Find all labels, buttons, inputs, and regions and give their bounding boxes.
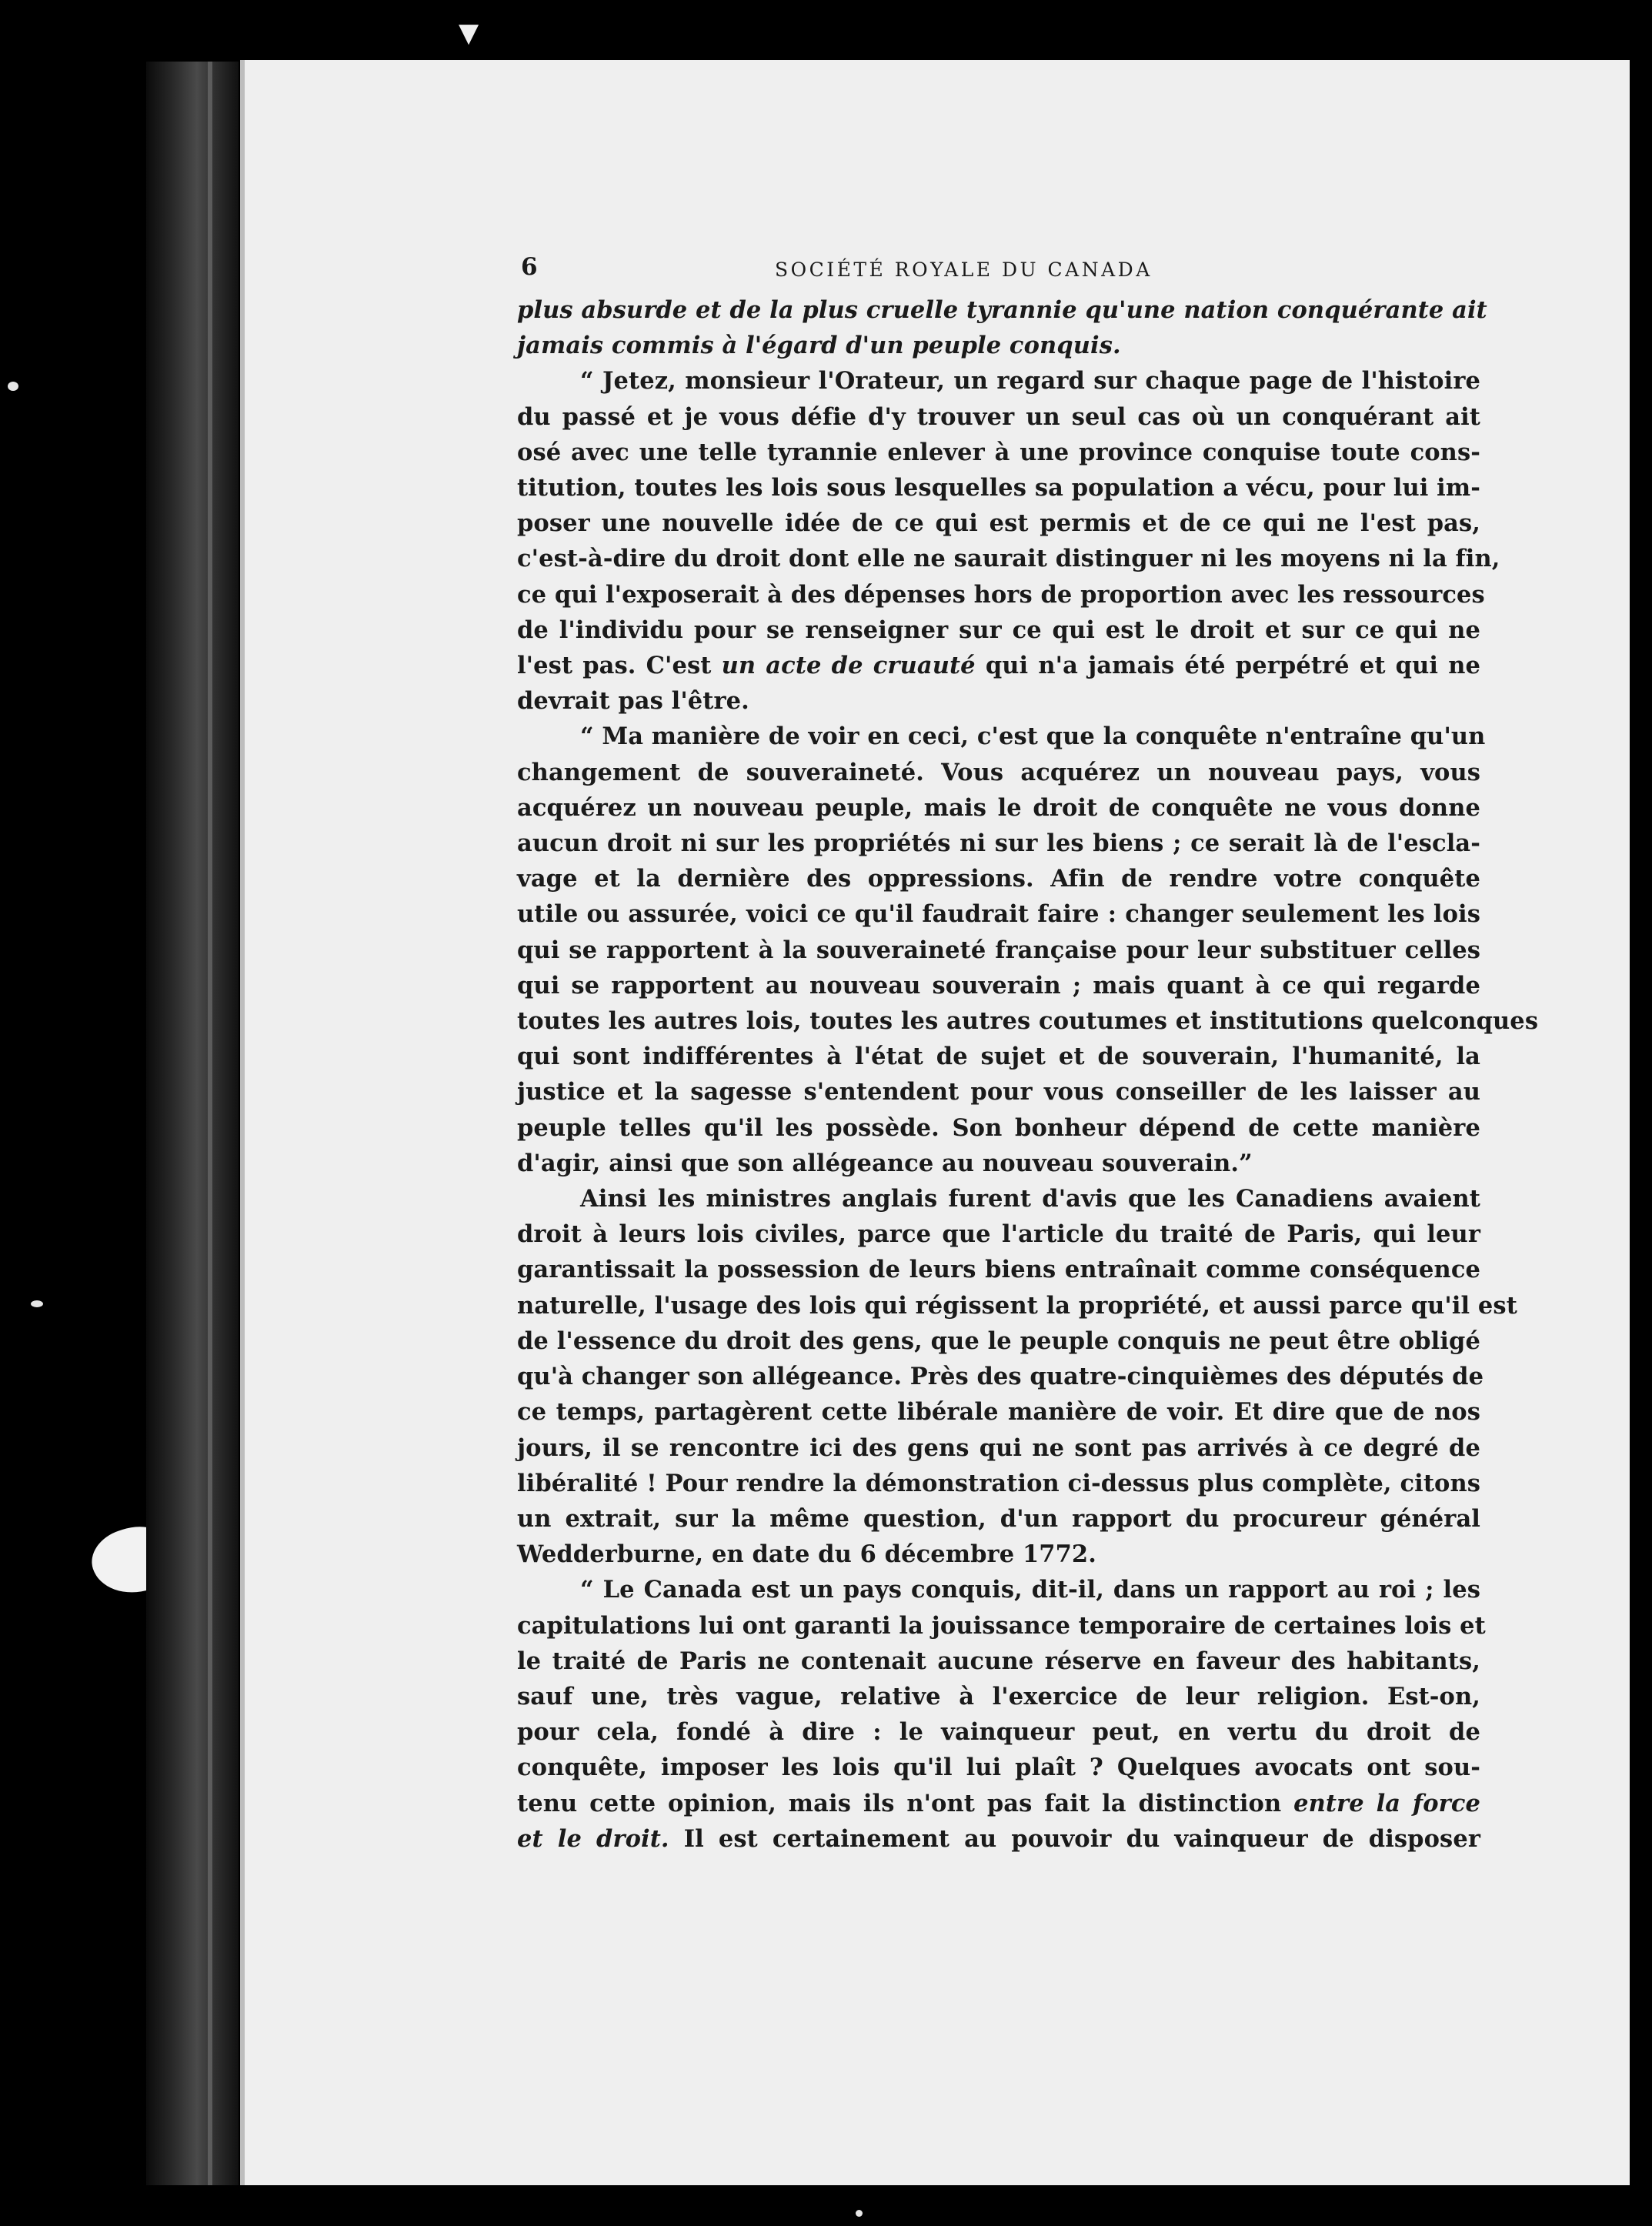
text-line: sauf une, très vague, relative à l'exercice de leur religion. Est-on, (517, 1682, 1480, 1710)
text-line: c'est-à-dire du droit dont elle ne saurait distinguer ni les moyens ni la fin, (517, 545, 1500, 573)
text-line: libéralité ! Pour rendre la démonstration ci-dessus plus complète, citons (517, 1469, 1480, 1497)
book-spine (146, 62, 239, 2185)
italic-phrase: entre la force (1293, 1789, 1480, 1817)
text-line: devrait pas l'être. (517, 687, 749, 716)
page-text-block (517, 246, 1539, 1857)
text-line: titution, toutes les lois sous lesquelles sa population a vécu, pour lui im- (517, 474, 1480, 502)
text-line: Wedderburne, en date du 6 décembre 1772. (517, 1540, 1096, 1569)
text-line: droit à leurs lois civiles, parce que l'article du traité de Paris, qui leur (517, 1220, 1480, 1249)
text-line: poser une nouvelle idée de ce qui est permis et de ce qui ne l'est pas, (517, 509, 1480, 538)
text-line: “ Le Canada est un pays conquis, dit-il, dans un rapport au roi ; les (580, 1576, 1480, 1604)
text-line: l'est pas. C'est un acte de cruauté qui n'a jamais été perpétré et qui ne (517, 652, 1480, 680)
text-line: qui se rapportent au nouveau souverain ; mais quant à ce qui regarde (517, 971, 1480, 1000)
text-line: du passé et je vous défie d'y trouver un seul cas où un conquérant ait (517, 402, 1480, 431)
italic-phrase: un acte de cruauté (721, 652, 976, 680)
text-line: le traité de Paris ne contenait aucune réserve en faveur des habitants, (517, 1647, 1480, 1675)
text-line: et le droit. Il est certainement au pouvoir du vainqueur de disposer (517, 1824, 1480, 1853)
text-line: d'agir, ainsi que son allégeance au nouveau souverain.” (517, 1149, 1253, 1177)
text-line: vage et la dernière des oppressions. Afin de rendre votre conquête (517, 865, 1480, 893)
text-line: capitulations lui ont garanti la jouissance temporaire de certaines lois et (517, 1611, 1486, 1640)
text-line: de l'essence du droit des gens, que le peuple conquis ne peut être obligé (517, 1327, 1480, 1355)
text-line: jours, il se rencontre ici des gens qui ne sont pas arrivés à ce degré de (517, 1433, 1480, 1462)
text-line: qui se rapportent à la souveraineté française pour leur substituer celles (517, 936, 1480, 964)
text-line: conquête, imposer les lois qu'il lui plaît ? Quelques avocats ont sou- (517, 1754, 1480, 1782)
scan-speck (31, 1300, 43, 1307)
text-line: jamais commis à l'égard d'un peuple conquis. (517, 332, 1121, 360)
text-line: pour cela, fondé à dire : le vainqueur peut, en vertu du droit de (517, 1718, 1480, 1747)
text-line: changement de souveraineté. Vous acquérez un nouveau pays, vous (517, 758, 1480, 786)
scan-speck (856, 2210, 863, 2217)
body-text (517, 292, 1539, 1857)
text-line: Ainsi les ministres anglais furent d'avis que les Canadiens avaient (580, 1185, 1480, 1213)
italic-phrase: et le droit. (517, 1824, 669, 1853)
text-line: peuple telles qu'il les possède. Son bonheur dépend de cette manière (517, 1113, 1480, 1142)
text-line: tenu cette opinion, mais ils n'ont pas fait la distinction entre la force (517, 1789, 1480, 1817)
text-line: osé avec une telle tyrannie enlever à une province conquise toute cons- (517, 438, 1480, 466)
text-line: justice et la sagesse s'entendent pour vous conseiller de les laisser au (517, 1078, 1480, 1106)
scan-registration-mark: ▼ (459, 18, 479, 48)
text-line: plus absurde et de la plus cruelle tyrannie qu'une nation conquérante ait (517, 296, 1487, 324)
text-line: “ Ma manière de voir en ceci, c'est que la conquête n'entraîne qu'un (580, 723, 1486, 751)
running-head (517, 246, 1480, 292)
text-line: “ Jetez, monsieur l'Orateur, un regard sur chaque page de l'histoire (580, 367, 1480, 395)
text-line: utile ou assurée, voici ce qu'il faudrait faire : changer seulement les lois (517, 900, 1480, 929)
spine-highlight (208, 62, 212, 2185)
text-line: toutes les autres lois, toutes les autres coutumes et institutions quelconques (517, 1007, 1539, 1036)
text-line: aucun droit ni sur les propriétés ni sur les biens ; ce serait là de l'escla- (517, 829, 1480, 858)
text-line: qui sont indifférentes à l'état de sujet et de souverain, l'humanité, la (517, 1043, 1480, 1071)
text-line: de l'individu pour se renseigner sur ce qui est le droit et sur ce qui ne (517, 616, 1480, 644)
scan-speck (8, 382, 18, 391)
text-line: naturelle, l'usage des lois qui régissent la propriété, et aussi parce qu'il est (517, 1291, 1517, 1320)
page-number: 6 (521, 253, 538, 281)
text-line: acquérez un nouveau peuple, mais le droit de conquête ne vous donne (517, 793, 1480, 822)
text-line: garantissait la possession de leurs biens entraînait comme conséquence (517, 1256, 1480, 1284)
running-title: SOCIÉTÉ ROYALE DU CANADA (775, 259, 1153, 281)
text-line: un extrait, sur la même question, d'un rapport du procureur général (517, 1504, 1480, 1533)
text-line: ce qui l'exposerait à des dépenses hors de proportion avec les ressources (517, 580, 1485, 609)
text-line: qu'à changer son allégeance. Près des quatre-cinquièmes des députés de (517, 1363, 1484, 1391)
text-line: ce temps, partagèrent cette libérale manière de voir. Et dire que de nos (517, 1398, 1480, 1427)
